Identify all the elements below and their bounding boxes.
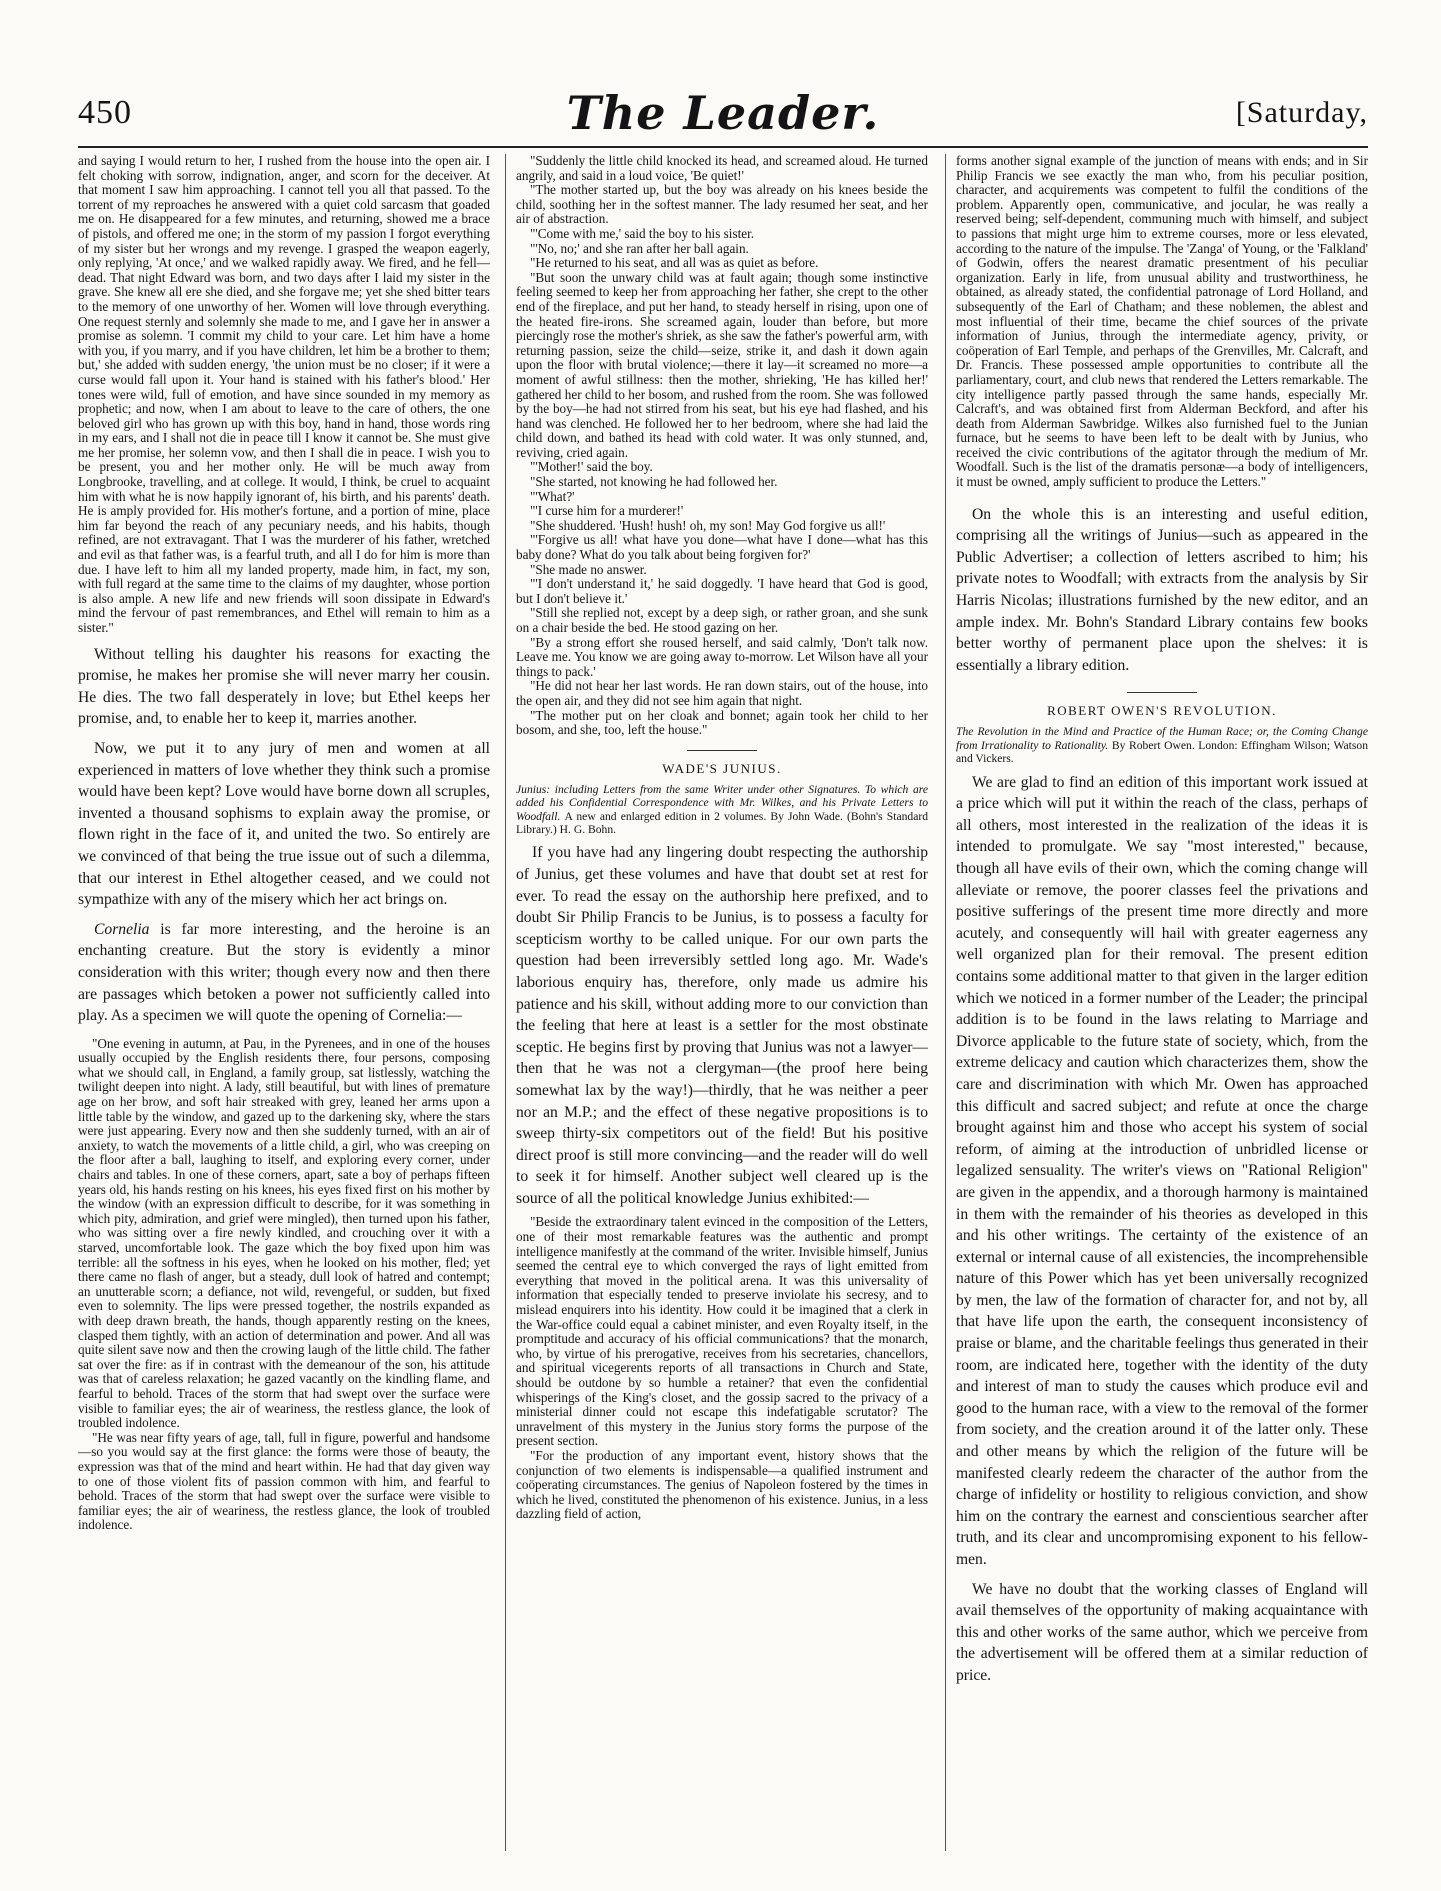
citation-publisher: (Bohn's Standard Library.) H. G. Bohn. — [516, 809, 928, 836]
body-paragraph: Now, we put it to any jury of men and women at all experienced in matters of love whether they think such a promise would have been kept? Love would have borne down all scruples, invented a thousand sophisms to explain away the promise, or flown right in the face of it, and united the two. So entirely are we convinced of that being the true issue out of such a dilemma, that our interest in Ethel altogether ceased, and we could not sympathize with any of the misery which her act brings on. — [78, 739, 490, 909]
quoted-paragraph: "'I curse him for a murderer!' — [530, 503, 684, 519]
quoted-paragraph: "She started, not knowing he had followed her. — [530, 474, 778, 490]
quoted-paragraph: "'Forgive us all! what have you done—what have I done—what has this baby done? What do you talk about being forgiven for?' — [516, 532, 928, 563]
page-number: 450 — [78, 94, 132, 131]
citation-title: The Revolution in the Mind and Practice of the Human Race; or, the Coming Change from Irrationality to Rationality. — [956, 725, 1368, 752]
citation-title: Junius: including Letters from the same Writer under other Signatures. To which are added his Confidential Correspondence with Mr. Wilkes, and his Private Letters to Woodfall. — [516, 782, 928, 823]
section-divider — [687, 750, 757, 751]
quoted-paragraph: "She made no answer. — [530, 561, 647, 577]
quoted-paragraph: "The mother started up, but the boy was already on his knees beside the child, soothing her in the softest manner. The lady resumed her seat, and her air of abstraction. — [516, 182, 928, 227]
column-divider — [505, 154, 506, 1851]
quoted-paragraph: "She shuddered. 'Hush! hush! oh, my son! May God forgive us all!' — [530, 517, 886, 533]
citation-publisher: By Robert Owen. London: Effingham Wilson; Watson and Vickers. — [956, 738, 1368, 766]
quoted-paragraph: "'Mother!' said the boy. — [530, 459, 653, 475]
citation-publisher: A new and enlarged edition in 2 volumes. By John Wade. — [564, 809, 843, 823]
section-heading: WADE'S JUNIUS. — [662, 760, 782, 776]
quoted-paragraph: "Still she replied not, except by a deep sigh, or rather groan, and she sunk on a chair beside the bed. He stood gazing on her. — [516, 605, 928, 635]
paragraph-text: is far more interesting, and the heroine is an enchanting creature. But the story is evidently a minor consideration with this writer; though every now and then there are passages which betoken a power not sufficiently called into play. As a specimen we will quote the opening of Cornelia:— — [78, 920, 490, 1025]
quoted-paragraph: and saying I would return to her, I rushed from the house into the open air. I felt choking with sorrow, indignation, anger, and scorn for the deceiver. At that moment I saw him approaching. I cannot tell you all that passed. To the torrent of my reproaches he answered with a quiet cold sarcasm that goaded me on. He disappeared for a few minutes, and returning, showed me a brace of pistols, and offered me one; in the storm of my passion I forgot everything of my sister but her wrongs and my revenge. I grasped the weapon eagerly, only replying, 'At once,' and we walked rapidly away. We fired, and he fell—dead. That night Edward was born, and two days after I laid my sister in the grave. She knew all ere she died, and she forgave me; yet she shed bitter tears to the memory of one unworthy of her. Women will love through everything. One request sternly and solemnly she made to me, and I gave her in answer a promise as solemn. 'I commit my child to your care. Let him have a home with you, if you marry, and if you have children, let him be a brother to them; but,' she added with sudden energy, 'the union must be no closer; if it were a curse would fall upon it. Your hand is stained with his father's blood.' Her tones were wild, full of emotion, and have since sounded in my memory as prophetic; and now, when I am about to leave to the care of others, the one beloved girl who has grown up with this boy, hand in hand, those words ring in my ears, and I shall not die in peace till I know it cannot be. She must give me her promise, her solemn vow, and then I shall die in peace. I wish you to be present, you and her mother only. He will be much away from Longbrooke, travelling, and at college. It would, I think, be cruel to acquaint him with what he is now happily ignorant of, his birth, and his parents' death. He is amply provided for. His mother's fortune, and a portion of mine, place him far beyond the reach of any pecuniary needs, and his habits, though refined, are not extravagant. That I was the murderer of his father, wretched and evil as that father was, is a fearful truth, and all I do for him is more than due. I have left to him all my landed property, made him, in fact, my son, with full regard at the same time to the claims of my daughter, whose portion is also ample. A new life and new friends will soon dissipate in Edward's mind the fervour of past remembrances, and Ethel will remain to him as a sister." — [78, 154, 490, 635]
quoted-paragraph: "The mother put on her cloak and bonnet; again took her child to her bosom, and she, too, left the house." — [516, 707, 928, 738]
body-paragraph — [78, 919, 490, 1027]
quoted-paragraph: "Suddenly the little child knocked its head, and screamed aloud. He turned angrily, and said in a loud voice, 'Be quiet!' — [516, 154, 928, 183]
section-heading: ROBERT OWEN'S REVOLUTION. — [1047, 703, 1277, 719]
quoted-paragraph: "He did not hear her last words. He ran down stairs, out of the house, into the open air, and they did not see him again that night. — [516, 678, 928, 708]
header-rule — [78, 146, 1368, 148]
body-paragraph: On the whole this is an interesting and useful edition, comprising all the writings of Junius—such as appeared in the Public Advertiser; a collection of letters ascribed to him; his private notes to Woodfall; with extracts from the analysis by Sir Harris Nicolas; illustrations furnished by the new editor, and an ample index. Mr. Bohn's Standard Library contains few books better worthy of permanent place upon the shelves: it is essentially a library edition. — [956, 505, 1368, 674]
quoted-paragraph: "'No, no;' and she ran after her ball again. — [530, 240, 749, 256]
quoted-paragraph: "'What?' — [530, 488, 575, 504]
quoted-paragraph: "He was near fifty years of age, tall, full in figure, powerful and handsome—so you would say at the first glance: the forms were those of beauty, the expression was that of the mind and heart within. He had that day given way to one of those violent fits of passion common with him, and fearful to behold. Traces of the storm that had swept over the surface were visible to familiar eyes; the air of weariness, the restless glance, the look of troubled indolence. — [78, 1429, 490, 1533]
column-2 — [516, 154, 928, 1863]
quoted-paragraph: "Beside the extraordinary talent evinced in the composition of the Letters, one of their most remarkable features was the authentic and prompt intelligence manifestly at the command of the writer. Invisible himself, Junius seemed the central eye to which converged the rays of light emitted from everything that moved in the political arena. It was this universality of information that especially tended to preserve inviolate his secresy, and to mislead enquirers into his identity. How could it be imagined that a clerk in the War-office could equal a cabinet minister, and even Royalty itself, in the promptitude and accuracy of his official communications? that the monarch, who, by virtue of his prerogative, receives from his secretaries, chancellors, and spiritual vicegerents reports of all transactions in Church and State, should be outdone by so humble a retainer? that even the confidential whisperings of the King's closet, and the gossip sacred to the privacy of a ministerial dinner could not escape this indefatigable scrutator? The unravelment of this mystery in the Junius story forms the purpose of the present section. — [516, 1214, 928, 1449]
quoted-paragraph: "'I don't understand it,' he said doggedly. 'I have heard that God is good, but I don't believe it.' — [516, 576, 928, 606]
quoted-paragraph: "He returned to his seat, and all was as quiet as before. — [530, 255, 819, 271]
quoted-paragraph: forms another signal example of the junction of means with ends; and in Sir Philip Francis we see exactly the man who, from his peculiar position, character, and acquirements was competent to fulfil the conditions of the problem. Apparently open, communicative, and jocular, he was really a reserved being; self-dependent, communing much with himself, and subject to passions that might urge him to extreme courses, more or less elevated, according to the nature of the impulse. The 'Zanga' of Young, or the 'Falkland' of Godwin, offers the nearest dramatic presentment of his peculiar organization. Early in life, from unusual ability and trustworthiness, he obtained, as already stated, the confidential patronage of Lord Holland, and subsequently of the Earl of Chatham; and these noblemen, the ablest and most influential of their time, became the chief sources of the private information of Junius, through the intermediate agency, privity, or coöperation of Earl Temple, and perhaps of the Grenvilles, Mr. Calcraft, and Dr. Francis. These possessed ample opportunities to contribute all the parliamentary, court, and club news that rendered the Letters remarkable. The city intelligence partly passed through the same hands, especially Mr. Calcraft's, and was obtained first from Alderman Beckford, and after his death from Alderman Sawbridge. Wilkes also furnished fuel to the Junian furnace, but he seems to have been left to be dealt with by Junius, who received the civic contributions of the agitator through the medium of Mr. Woodfall. Such is the list of the dramatis personæ—a body of intelligencers, it must be owned, amply sufficient to produce the Letters." — [956, 154, 1368, 490]
quoted-paragraph: "'Come with me,' said the boy to his sister. — [530, 225, 755, 241]
column-1 — [78, 154, 490, 1863]
body-paragraph: Without telling his daughter his reasons for exacting the promise, he makes her promise she will never marry her cousin. He dies. The two fall desperately in love; but Ethel keeps her promise, and, to enable her to keep it, marries another. — [78, 645, 490, 728]
page-header — [78, 88, 1368, 140]
body-paragraph: We are glad to find an edition of this important work issued at a price which will put it within the reach of the class, perhaps of all others, most interested in the realization of the ideas it is intended to promulgate. We say "most interested," because, though all have evils of their own, which the coming change will alleviate or remove, the poorer classes feel the privations and positive sufferings of the present time more directly and more acutely, and consequently will hail with greater eagerness any well organized plan for their removal. The present edition contains some additional matter to that given in the larger edition which we noticed in a former number of the Leader; the principal addition is to be found in the laws relating to Marriage and Divorce applicable to the future state of society, which, from the extreme delicacy and caution which characterizes them, show the care and discrimination with which Mr. Owen has approached this difficult and sacred subject; and refute at once the charge brought against him and those who accept his system of social reform, of aiming at the introduction of unbridled license or legalized sensuality. The writer's views on "Rational Religion" are given in the appendix, and a thorough harmony is maintained in them with the remainder of his theories as developed in this and his other writings. The certainty of the existence of an external or internal cause of all existencies, the incomprehensible nature of this Power which has yet been universally recognized by men, the law of the formation of character for, and not by, all that have life upon the earth, the consequent inconsistency of praise or blame, and the charitable feelings thus generated in their room, are indicated here, together with the identity of the duty and interest of man to study the causes which produce evil and good to the human race, with a view to the removal of the former from society, and the creation around it of the latter only. These and other means by which the religion of the future will be manifested clearly redeem the character of the author from the charge of infidelity or hostility to religious conviction, and show him on the contrary the earnest and conscientious searcher after truth, and its clear and uncompromising exponent to his fellow-men. — [956, 773, 1368, 1568]
issue-day: [Saturday, — [1235, 96, 1368, 129]
quoted-paragraph: "By a strong effort she roused herself, and said calmly, 'Don't talk now. Leave me. You know we are going away to-morrow. Let Wilson have all your things to pack.' — [516, 634, 928, 679]
masthead-title: The Leader. — [566, 86, 880, 140]
body-paragraph: We have no doubt that the working classes of England will avail themselves of the opportunity of making acquaintance with this and other works of the same author, which we perceive from the advertisement will be offered them at a similar reduction of price. — [956, 1580, 1368, 1684]
column-divider — [945, 154, 946, 1851]
book-title: Cornelia — [94, 920, 150, 938]
book-citation — [516, 783, 928, 837]
body-paragraph: If you have had any lingering doubt respecting the authorship of Junius, get these volumes and have that doubt set at rest for ever. To read the essay on the authorship here prefixed, and to doubt Sir Philip Francis to be Junius, is to possess a faculty for scepticism worthy to be called unique. For our own parts the question had been irreversibly settled long ago. Mr. Wade's laborious enquiry has, therefore, only made us admire his patience and his skill, without adding more to our conviction than the feeling that here at least is a settler for the most obstinate sceptic. He begins first by proving that Junius was not a lawyer—then that he was not a clergyman—(the proof here being somewhat lax by the way!)—thirdly, that he was neither a peer nor an M.P.; and the effect of these negative propositions is to sweep thirty-six competitors out of the field! But his positive direct proof is still more convincing—and the reader will do well to seek it for himself. Another subject well cleared up is the source of all the political knowledge Junius exhibited:— — [516, 844, 928, 1207]
quoted-paragraph: "But soon the unwary child was at fault again; though some instinctive feeling seemed to keep her from approaching her father, she crept to the other end of the fireplace, and put her hand, to steady herself in rising, upon one of the heated fire-irons. She screamed again, louder than before, but more piercingly rose the mother's shriek, as she saw the father's powerful arm, with returning passion, seize the child—seize, strike it, and dash it down again upon the floor with brutal violence;—there it lay—it screamed no more—a moment of awful stillness: then the mother, shrieking, 'He has killed her!' gathered her child to her bosom, and rushed from the room. She was followed by the boy—he had not stirred from his seat, but his eye had flashed, and his hand was clenched. He followed her to her bedroom, where she had laid the child down, and bathed its head with cold water. It was only stunned, and, reviving, cried again. — [516, 269, 928, 460]
quoted-paragraph: "For the production of any important event, history shows that the conjunction of two elements is indispensable—a qualified instrument and coöperating circumstances. The genius of Napoleon fostered by the times in which he lived, constituted the phenomenon of his existence. Junius, in a less dazzling field of action, — [516, 1447, 928, 1522]
book-citation — [956, 725, 1368, 765]
section-divider — [1127, 692, 1197, 693]
quoted-paragraph: "One evening in autumn, at Pau, in the Pyrenees, and in one of the houses usually occupied by the English residents there, four persons, composing what we should call, in England, a family group, sat listlessly, watching the twilight deepen into night. A lady, still beautiful, but with lines of premature age on her brow, and soft hair streaked with grey, leaned her arms upon a little table by the window, and gazed up to the darkening sky, where the stars were just appearing. Every now and then she suddenly turned, with an air of anxiety, to watch the movements of a little child, a girl, who was creeping on the floor after a ball, laughing to itself, and exploring every corner, under chairs and tables. In one of these corners, apart, sate a boy of perhaps fifteen years old, his hands resting on his knees, his eyes fixed first on his mother by the window (with an expression difficult to describe, for it was something in which pity, admiration, and grief were mingled), then turned upon his father, who was sitting over a fire newly kindled, and crouching over it with a starved, uncomfortable look. The gaze which the boy fixed upon him was terrible: all the softness in his eyes, when he looked on his mother, fled; yet there came no flash of anger, but a steady, dull look of hatred and contempt; an unutterable scorn; a defiance, not wild, revengeful, or sudden, but fixed even to solemnity. The lips were pressed together, the nostrils expanded as with deep drawn breath, the hands, though apparently resting on the knees, clasped them tightly, with an action of determination and power. And all was quite silent save now and then the crowing laugh of the little child. The father sat over the fire: as if in contrast with the demeanour of the son, his attitude was that of careless relaxation; he gazed vacantly on the kindling flame, and fearful to behold. Traces of the storm that had swept over the surface were visible to familiar eyes; the air of weariness, the restless glance, the look of troubled indolence. — [78, 1035, 490, 1431]
column-3 — [956, 154, 1368, 1863]
